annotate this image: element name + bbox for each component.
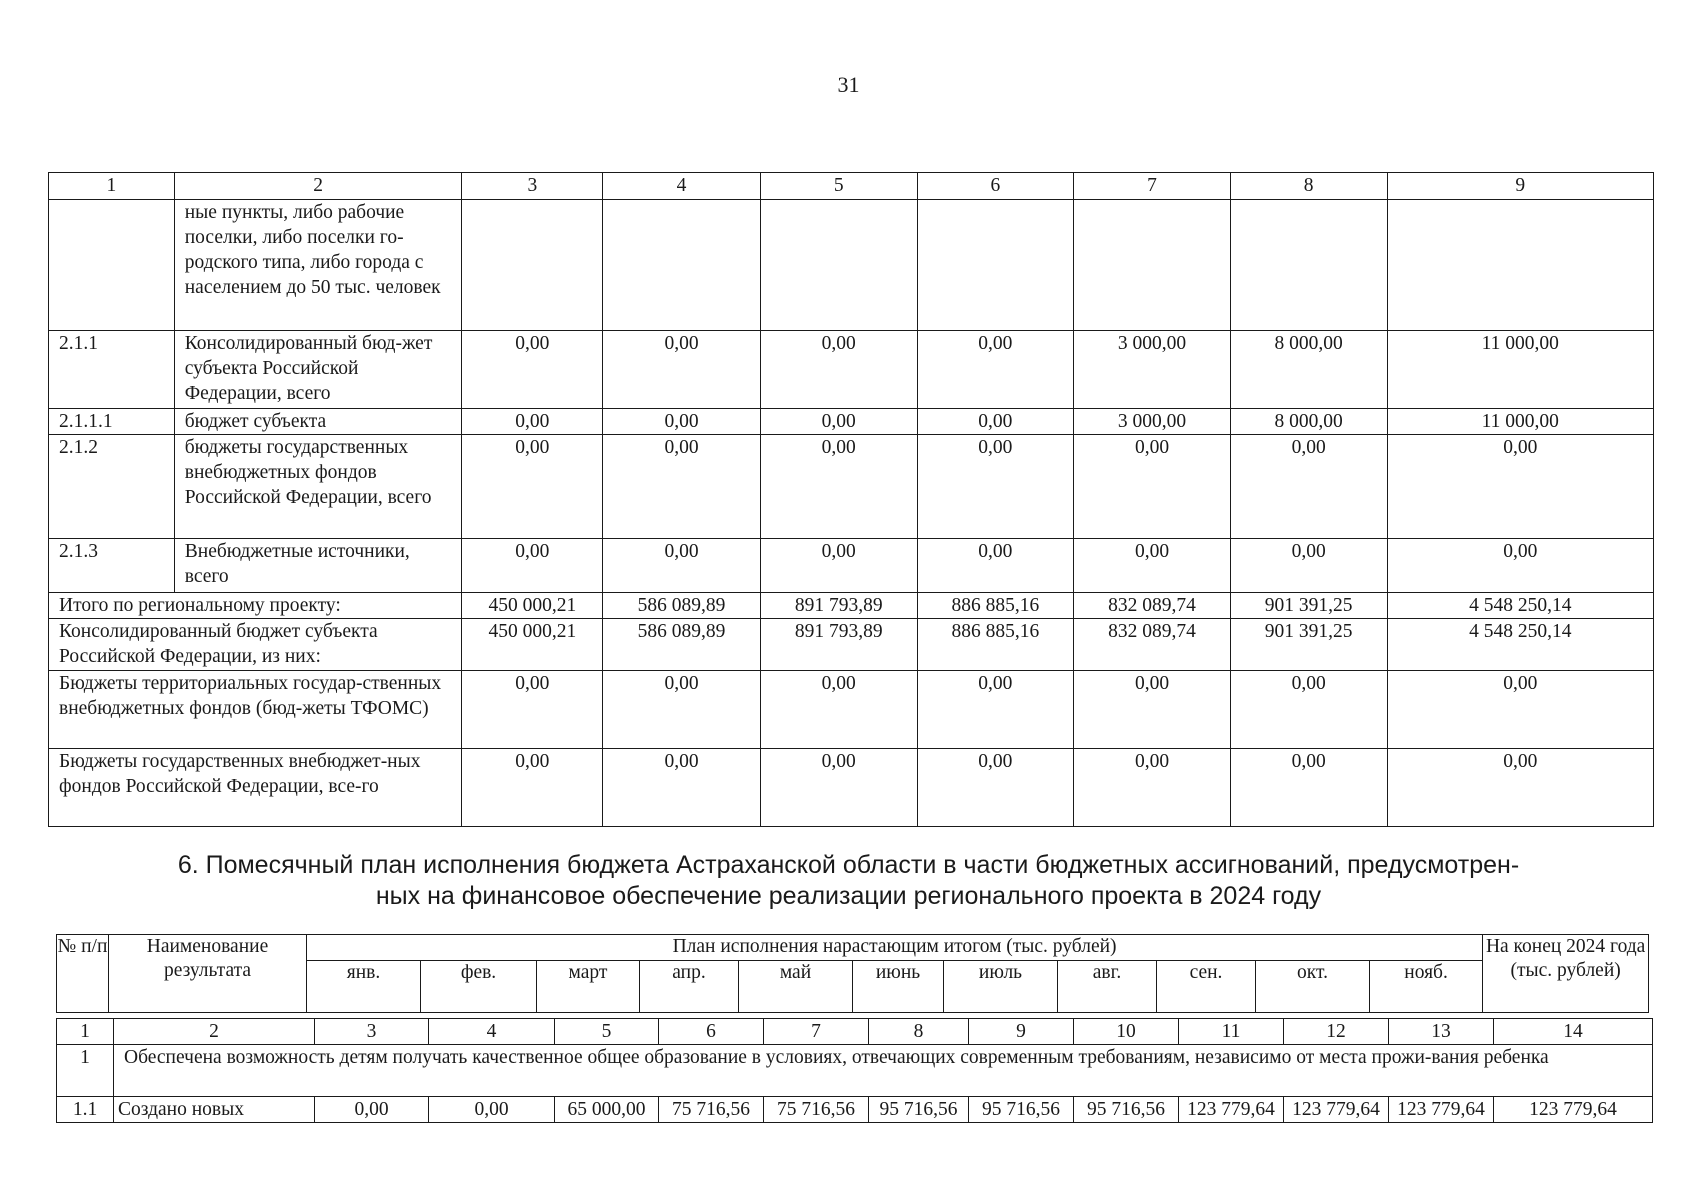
cell-value: 0,00 bbox=[603, 671, 761, 749]
cell-value: 0,00 bbox=[1387, 671, 1654, 749]
cell-value: 0,00 bbox=[760, 331, 917, 409]
section-row bbox=[57, 1045, 1653, 1097]
cell-value: 891 793,89 bbox=[760, 619, 917, 671]
column-number: 4 bbox=[603, 173, 761, 200]
table-row bbox=[49, 200, 1654, 331]
section-heading-line: ных на финансовое обеспечение реализации регионального проекта в 2024 году bbox=[375, 882, 1322, 910]
cell-value: 0,00 bbox=[462, 671, 603, 749]
row-name: бюджет субъекта bbox=[174, 409, 462, 435]
column-number: 10 bbox=[1074, 1019, 1179, 1045]
cell-value: 832 089,74 bbox=[1074, 619, 1231, 671]
cell-value: 0,00 bbox=[917, 671, 1074, 749]
cell-value: 901 391,25 bbox=[1230, 593, 1387, 619]
column-number: 5 bbox=[555, 1019, 659, 1045]
month-header: янв. bbox=[307, 961, 421, 1013]
cell-value: 0,00 bbox=[603, 331, 761, 409]
cell-value: 0,00 bbox=[1387, 435, 1654, 539]
column-number: 3 bbox=[462, 173, 603, 200]
cell-value: 3 000,00 bbox=[1074, 409, 1231, 435]
column-number: 14 bbox=[1494, 1019, 1653, 1045]
cell-value: 0,00 bbox=[462, 409, 603, 435]
cell-value: 0,00 bbox=[760, 671, 917, 749]
cell-value: 65 000,00 bbox=[555, 1097, 659, 1123]
row-number: 1.1 bbox=[57, 1097, 114, 1123]
cell-value: 0,00 bbox=[760, 539, 917, 593]
column-number: 1 bbox=[57, 1019, 114, 1045]
cell-value: 586 089,89 bbox=[603, 619, 761, 671]
total-label: Бюджеты территориальных государ-ственных внебюджетных фондов (бюд-жеты ТФОМС) bbox=[49, 671, 462, 749]
row-number: 1 bbox=[57, 1045, 114, 1097]
total-label: Итого по региональному проекту: bbox=[49, 593, 462, 619]
cell-value: 0,00 bbox=[1230, 671, 1387, 749]
cell-value: 886 885,16 bbox=[917, 619, 1074, 671]
cell-value: 450 000,21 bbox=[462, 619, 603, 671]
month-header: авг. bbox=[1058, 961, 1157, 1013]
row-name: бюджеты государственных внебюджетных фондов Российской Федерации, всего bbox=[174, 435, 462, 539]
column-number: 11 bbox=[1179, 1019, 1284, 1045]
row-name: Консолидированный бюд-жет субъекта Российской Федерации, всего bbox=[174, 331, 462, 409]
cell-value: 0,00 bbox=[1074, 539, 1231, 593]
cell-value: 0,00 bbox=[1074, 671, 1231, 749]
cell-value: 0,00 bbox=[917, 409, 1074, 435]
table-row bbox=[49, 435, 1654, 539]
column-number: 8 bbox=[1230, 173, 1387, 200]
column-number: 6 bbox=[659, 1019, 764, 1045]
row-number: 2.1.3 bbox=[49, 539, 175, 593]
table-header-row bbox=[57, 1019, 1653, 1045]
monthly-plan-table bbox=[56, 1018, 1653, 1123]
cell-value: 0,00 bbox=[603, 435, 761, 539]
month-header: окт. bbox=[1256, 961, 1370, 1013]
row-name: Внебюджетные источники, всего bbox=[174, 539, 462, 593]
column-header-name: Наименование результата bbox=[109, 935, 307, 1013]
cell-value: 123 779,64 bbox=[1389, 1097, 1494, 1123]
column-number: 9 bbox=[969, 1019, 1074, 1045]
section-heading-line: 6. Помесячный план исполнения бюджета Астраханской области в части бюджетных ассигнований, предусмотрен- bbox=[177, 851, 1520, 879]
cell-value: 3 000,00 bbox=[1074, 331, 1231, 409]
monthly-plan-header-table bbox=[56, 934, 1649, 1013]
table-row bbox=[49, 331, 1654, 409]
column-number: 4 bbox=[429, 1019, 555, 1045]
cell-value: 0,00 bbox=[462, 435, 603, 539]
table-header-row bbox=[49, 173, 1654, 200]
cell-value: 0,00 bbox=[603, 539, 761, 593]
column-number: 5 bbox=[760, 173, 917, 200]
cell-value: 886 885,16 bbox=[917, 593, 1074, 619]
month-header: апр. bbox=[640, 961, 739, 1013]
cell-value: 0,00 bbox=[1230, 539, 1387, 593]
continuation-text: ные пункты, либо рабочие поселки, либо поселки го-родского типа, либо города с населением до 50 тыс. человек bbox=[174, 200, 462, 331]
cell-value: 123 779,64 bbox=[1494, 1097, 1653, 1123]
cell-value: 0,00 bbox=[760, 749, 917, 827]
cell-value: 0,00 bbox=[760, 409, 917, 435]
cell-value: 0,00 bbox=[1387, 749, 1654, 827]
cell-value: 0,00 bbox=[1230, 749, 1387, 827]
column-number: 3 bbox=[315, 1019, 429, 1045]
month-header: май bbox=[739, 961, 853, 1013]
section-title: Обеспечена возможность детям получать качественное общее образование в условиях, отвечающих современным требованиям, независимо от места прожи-вания ребенка bbox=[114, 1045, 1653, 1097]
column-header-number: № п/п bbox=[57, 935, 109, 1013]
cell-value: 901 391,25 bbox=[1230, 619, 1387, 671]
cell-value: 0,00 bbox=[1074, 435, 1231, 539]
cell-value: 95 716,56 bbox=[969, 1097, 1074, 1123]
row-number: 2.1.2 bbox=[49, 435, 175, 539]
cell-value: 123 779,64 bbox=[1179, 1097, 1284, 1123]
total-label: Бюджеты государственных внебюджет-ных фондов Российской Федерации, все-го bbox=[49, 749, 462, 827]
total-row bbox=[49, 593, 1654, 619]
cell-value: 0,00 bbox=[603, 749, 761, 827]
column-number: 7 bbox=[764, 1019, 869, 1045]
column-number: 13 bbox=[1389, 1019, 1494, 1045]
table-row bbox=[57, 1097, 1653, 1123]
row-number: 2.1.1 bbox=[49, 331, 175, 409]
cell-value: 891 793,89 bbox=[760, 593, 917, 619]
column-number: 2 bbox=[114, 1019, 315, 1045]
table-row bbox=[49, 539, 1654, 593]
cell-value: 8 000,00 bbox=[1230, 409, 1387, 435]
cell-value: 4 548 250,14 bbox=[1387, 593, 1654, 619]
cell-value: 75 716,56 bbox=[764, 1097, 869, 1123]
month-header: март bbox=[537, 961, 640, 1013]
row-number: 2.1.1.1 bbox=[49, 409, 175, 435]
column-number: 6 bbox=[917, 173, 1074, 200]
month-header: июль bbox=[944, 961, 1058, 1013]
column-number: 12 bbox=[1284, 1019, 1389, 1045]
cell-value: 0,00 bbox=[603, 409, 761, 435]
section-heading bbox=[0, 850, 1697, 912]
financing-table bbox=[48, 172, 1654, 827]
cell-value: 11 000,00 bbox=[1387, 331, 1654, 409]
column-number: 2 bbox=[174, 173, 462, 200]
cell-value: 0,00 bbox=[462, 539, 603, 593]
column-number: 9 bbox=[1387, 173, 1654, 200]
month-header: июнь bbox=[853, 961, 944, 1013]
cell-value: 0,00 bbox=[462, 331, 603, 409]
cell-value: 95 716,56 bbox=[1074, 1097, 1179, 1123]
cell-value: 11 000,00 bbox=[1387, 409, 1654, 435]
cell-value: 75 716,56 bbox=[659, 1097, 764, 1123]
cell-value: 0,00 bbox=[1387, 539, 1654, 593]
total-row bbox=[49, 619, 1654, 671]
column-number: 7 bbox=[1074, 173, 1231, 200]
cell-value: 0,00 bbox=[315, 1097, 429, 1123]
plan-header: План исполнения нарастающим итогом (тыс. рублей) bbox=[307, 935, 1483, 961]
total-label: Консолидированный бюджет субъекта Российской Федерации, из них: bbox=[49, 619, 462, 671]
cell-value: 0,00 bbox=[917, 435, 1074, 539]
cell-value: 0,00 bbox=[1074, 749, 1231, 827]
column-number: 8 bbox=[869, 1019, 969, 1045]
cell-value: 832 089,74 bbox=[1074, 593, 1231, 619]
cell-value: 0,00 bbox=[917, 539, 1074, 593]
table-row bbox=[49, 409, 1654, 435]
cell-value: 8 000,00 bbox=[1230, 331, 1387, 409]
month-header: нояб. bbox=[1370, 961, 1483, 1013]
total-row bbox=[49, 671, 1654, 749]
total-row bbox=[49, 749, 1654, 827]
cell-value: 0,00 bbox=[462, 749, 603, 827]
column-header-year-end: На конец 2024 года (тыс. рублей) bbox=[1483, 935, 1649, 1013]
month-header: сен. bbox=[1157, 961, 1256, 1013]
month-header: фев. bbox=[421, 961, 537, 1013]
cell-value: 0,00 bbox=[917, 331, 1074, 409]
cell-value: 0,00 bbox=[760, 435, 917, 539]
column-number: 1 bbox=[49, 173, 175, 200]
cell-value: 0,00 bbox=[1230, 435, 1387, 539]
cell-value: 0,00 bbox=[429, 1097, 555, 1123]
cell-value: 123 779,64 bbox=[1284, 1097, 1389, 1123]
cell-value: 586 089,89 bbox=[603, 593, 761, 619]
row-name: Создано новых bbox=[114, 1097, 315, 1123]
cell-value: 4 548 250,14 bbox=[1387, 619, 1654, 671]
cell-value: 95 716,56 bbox=[869, 1097, 969, 1123]
cell-value: 450 000,21 bbox=[462, 593, 603, 619]
page-number: 31 bbox=[837, 72, 860, 97]
cell-value: 0,00 bbox=[917, 749, 1074, 827]
